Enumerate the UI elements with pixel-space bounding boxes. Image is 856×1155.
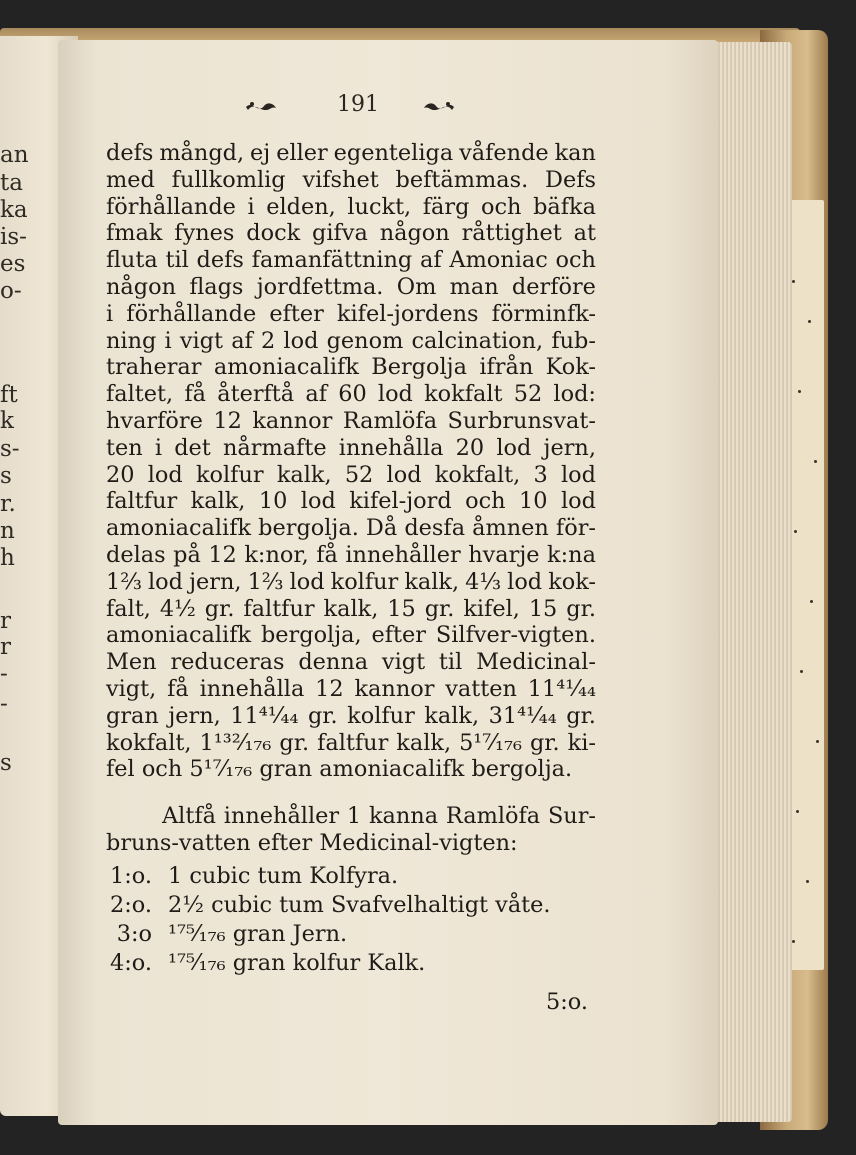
list-item — [106, 921, 596, 950]
left-fragment: r. — [0, 491, 16, 517]
list-item — [106, 892, 596, 921]
page-header — [240, 94, 480, 124]
left-fragment: es — [0, 251, 26, 277]
text-line: fmak fynes dock gifva någon råttighet at — [106, 220, 596, 247]
text-line: defs mångd, ej eller egenteliga våfende kan — [106, 140, 596, 166]
list-item-number: 2:o. — [110, 891, 152, 918]
left-fragment: an — [0, 142, 29, 168]
text-line: ten i det nårmafte innehålla 20 lod jern, — [106, 434, 596, 461]
text-line: amoniacalifk bergolja, efter Silfver-vigten. — [106, 622, 596, 649]
list-item-text: 1 cubic tum Kolfyra. — [168, 862, 399, 889]
page-body-text — [106, 140, 596, 1016]
list-item-text: ¹⁷⁵⁄₁₇₆ gran kolfur Kalk. — [168, 949, 426, 976]
left-fragment: r — [0, 634, 11, 660]
left-fragment: - — [0, 691, 8, 717]
text-line: traherar amoniacalifk Bergolja ifrån Kok- — [106, 354, 596, 381]
text-line: någon flags jordfettma. Om man derföre — [106, 273, 596, 300]
left-fragment: is- — [0, 224, 27, 250]
left-fragment: o- — [0, 278, 22, 304]
text-line: med fullkomlig vifshet beftämmas. Defs — [106, 166, 596, 193]
cover-marbled-panel — [788, 200, 824, 970]
left-fragment: - — [0, 661, 8, 687]
left-fragment: ta — [0, 170, 23, 196]
left-fragment: s- — [0, 436, 20, 462]
text-line: ning i vigt af 2 lod genom calcination, fub- — [106, 327, 596, 354]
text-line: faltet, få återftå af 60 lod kokfalt 52 lod: — [106, 381, 596, 408]
list-item-number: 4:o. — [110, 949, 152, 976]
text-line: vigt, få innehålla 12 kannor vatten 11⁴¹⁄₄₄ — [106, 675, 596, 702]
text-line: kokfalt, 1¹³²⁄₁₇₆ gr. faltfur kalk, 5¹⁷⁄₁₇₆ gr. ki- — [106, 729, 596, 756]
text-line: gran jern, 11⁴¹⁄₄₄ gr. kolfur kalk, 31⁴¹⁄₄₄ gr. — [106, 702, 596, 729]
text-line: fel och 5¹⁷⁄₁₇₆ gran amoniacalifk bergolja. — [106, 756, 573, 783]
text-line: 1⅔ lod jern, 1⅔ lod kolfur kalk, 4⅓ lod kok- — [106, 568, 596, 595]
left-fragment: h — [0, 545, 15, 571]
paragraph-gap — [106, 783, 596, 803]
left-fragment: k — [0, 408, 14, 434]
left-fragment: ft — [0, 382, 18, 408]
catchword: 5:o. — [546, 988, 588, 1015]
left-fragment: n — [0, 518, 15, 544]
left-fragment: ka — [0, 197, 28, 223]
left-fragment: s — [0, 463, 12, 489]
list-item — [106, 950, 596, 979]
text-line: bruns-vatten efter Medicinal-vigten: — [106, 829, 518, 856]
text-line: Men reduceras denna vigt til Medicinal- — [106, 649, 596, 676]
list-item-number: 3:o — [116, 920, 152, 947]
text-line: faltfur kalk, 10 lod kifel-jord och 10 lod — [106, 488, 596, 515]
text-line: amoniacalifk bergolja. Då desfa åmnen för- — [106, 515, 596, 542]
text-line: förhållande i elden, luckt, färg och bäfka — [106, 193, 596, 220]
contents-list — [106, 863, 596, 979]
list-item — [106, 863, 596, 892]
left-fragment: s — [0, 750, 12, 776]
text-line: Altfå innehåller 1 kanna Ramlöfa Sur- — [162, 803, 596, 830]
page-block-edges — [712, 42, 792, 1122]
list-item-text: ¹⁷⁵⁄₁₇₆ gran Jern. — [168, 920, 348, 947]
text-line: delas på 12 k:nor, få innehåller hvarje k:na — [106, 541, 596, 568]
text-line: 20 lod kolfur kalk, 52 lod kokfalt, 3 lod — [106, 461, 596, 488]
text-line: i förhållande efter kifel-jordens förminfk- — [106, 300, 596, 327]
left-ornament-icon — [244, 98, 278, 116]
text-line: fluta til defs famanfättning af Amoniac och — [106, 247, 596, 274]
page-number: 191 — [337, 92, 379, 117]
text-line: hvarföre 12 kannor Ramlöfa Surbrunsvat- — [106, 407, 596, 434]
right-ornament-icon — [422, 98, 456, 116]
list-item-text: 2½ cubic tum Svafvelhaltigt våte. — [168, 891, 551, 918]
list-item-number: 1:o. — [110, 862, 152, 889]
text-line: falt, 4½ gr. faltfur kalk, 15 gr. kifel, 15 gr. — [106, 595, 596, 622]
left-fragment: r — [0, 608, 11, 634]
